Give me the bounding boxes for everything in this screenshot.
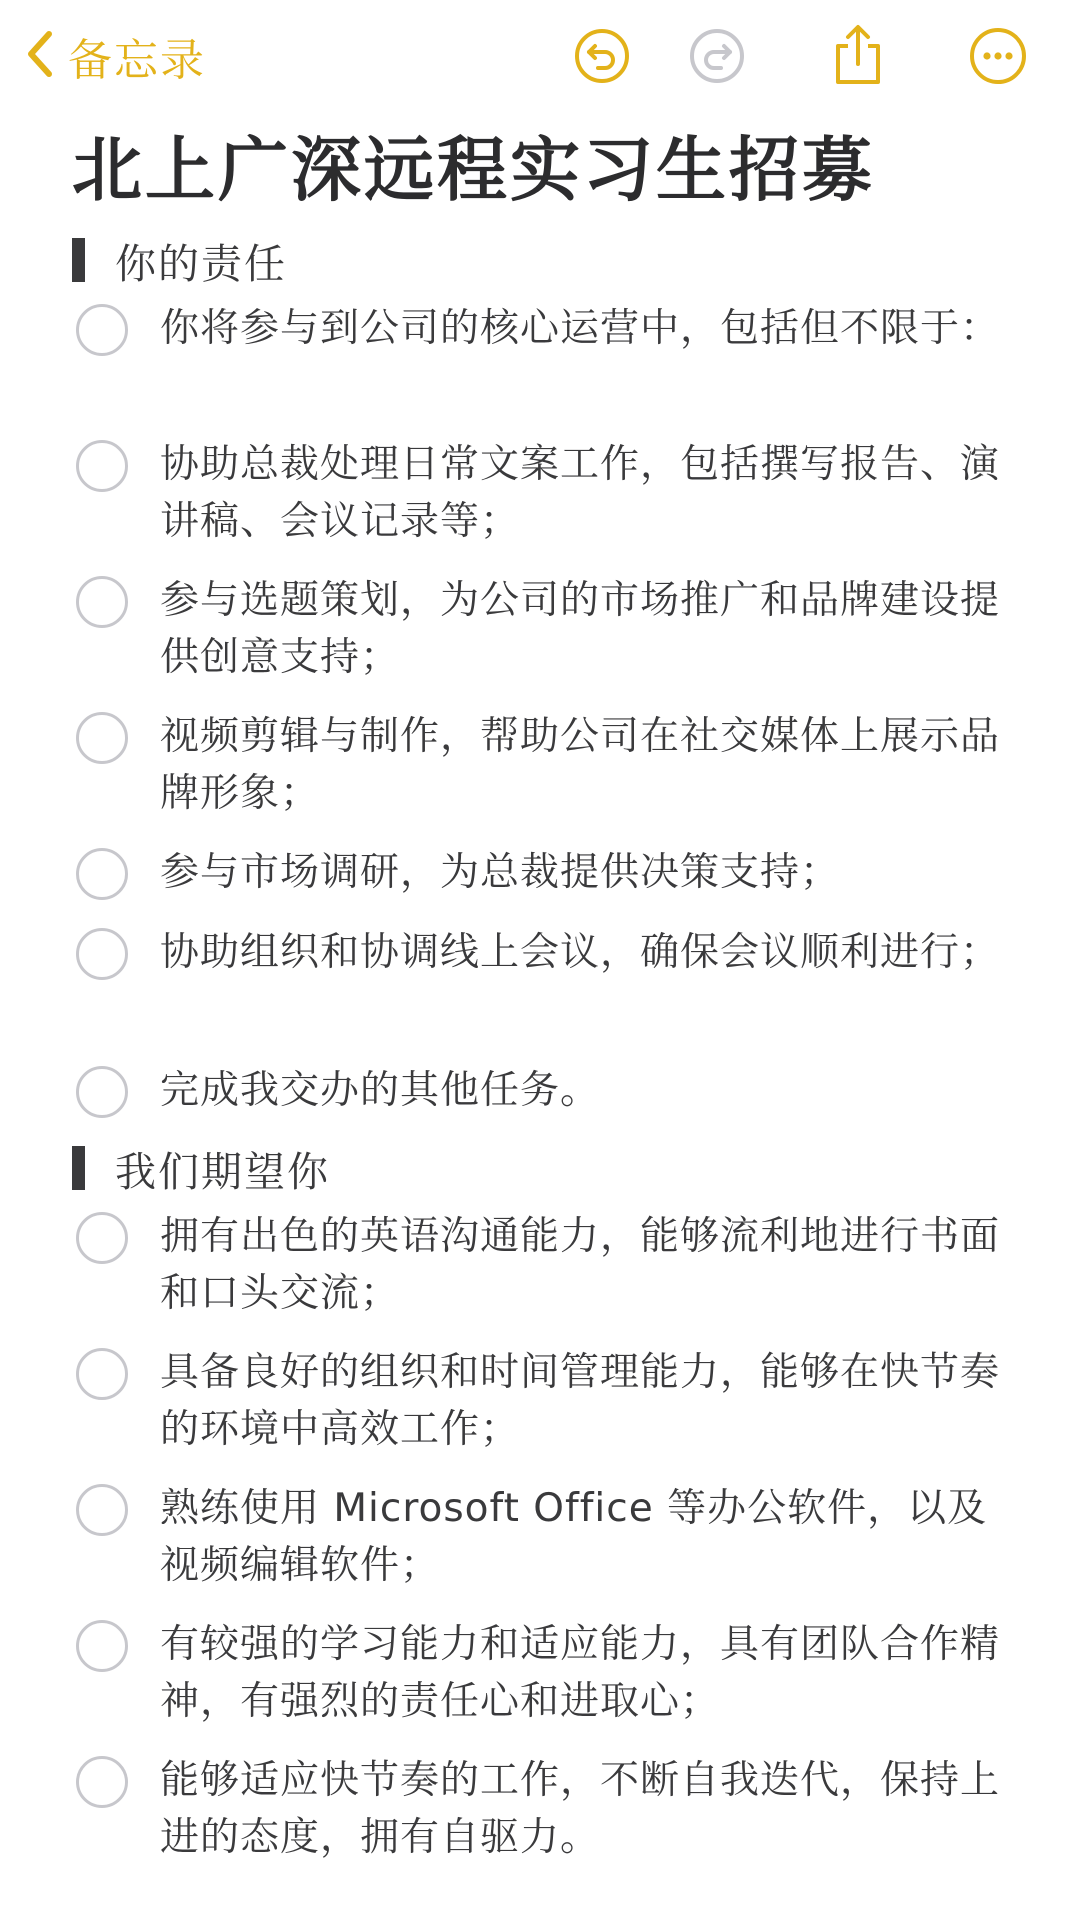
checkbox-circle[interactable]: [76, 1212, 128, 1264]
section-heading[interactable]: [72, 230, 287, 290]
quote-bar: [72, 1146, 85, 1190]
checkbox-circle[interactable]: [76, 1348, 128, 1400]
checkbox-circle[interactable]: [76, 1620, 128, 1672]
back-label: 备忘录: [68, 35, 206, 86]
checkbox-circle[interactable]: [76, 576, 128, 628]
redo-button[interactable]: [685, 24, 749, 88]
checklist-item-text[interactable]: 协助组织和协调线上会议，确保会议顺利进行；: [160, 930, 1001, 975]
checkbox-circle[interactable]: [76, 304, 128, 356]
section-heading[interactable]: [72, 1138, 330, 1198]
share-icon: [830, 24, 886, 88]
chevron-left-icon: [26, 30, 54, 82]
checkbox-circle[interactable]: [76, 1756, 128, 1808]
redo-icon: [688, 27, 746, 85]
checklist-item-text[interactable]: 你将参与到公司的核心运营中，包括但不限于：: [160, 306, 1001, 351]
share-button[interactable]: [826, 24, 890, 88]
checklist-item-text[interactable]: 参与市场调研，为总裁提供决策支持；: [160, 850, 841, 895]
back-button[interactable]: [26, 24, 206, 88]
checklist-item-text[interactable]: 完成我交办的其他任务。: [160, 1068, 601, 1113]
undo-icon: [573, 27, 631, 85]
checkbox-circle[interactable]: [76, 1484, 128, 1536]
checkbox-circle[interactable]: [76, 848, 128, 900]
undo-button[interactable]: [570, 24, 634, 88]
checklist-item-text[interactable]: 有较强的学习能力和适应能力，具有团队合作精神，有强烈的责任心和进取心；: [160, 1622, 1001, 1724]
checkbox-circle[interactable]: [76, 928, 128, 980]
more-icon: [968, 26, 1028, 86]
checkbox-circle[interactable]: [76, 440, 128, 492]
checklist-item-text[interactable]: 视频剪辑与制作，帮助公司在社交媒体上展示品牌形象；: [160, 714, 1001, 816]
checkbox-circle[interactable]: [76, 1066, 128, 1118]
checklist-item-text[interactable]: 能够适应快节奏的工作，不断自我迭代，保持上进的态度，拥有自驱力。: [160, 1758, 1001, 1860]
checklist-item-text[interactable]: 协助总裁处理日常文案工作，包括撰写报告、演讲稿、会议记录等；: [160, 442, 1001, 544]
checklist-item-text[interactable]: 具备良好的组织和时间管理能力，能够在快节奏的环境中高效工作；: [160, 1350, 1001, 1452]
checklist-item-text[interactable]: 熟练使用 Microsoft Office 等办公软件，以及视频编辑软件；: [160, 1486, 988, 1588]
note-title[interactable]: 北上广深远程实习生招募: [72, 129, 875, 211]
section-heading-label: 你的责任: [115, 239, 287, 288]
section-heading-label: 我们期望你: [115, 1147, 330, 1196]
checklist-item-text[interactable]: 拥有出色的英语沟通能力，能够流利地进行书面和口头交流；: [160, 1214, 1001, 1316]
quote-bar: [72, 238, 85, 282]
more-button[interactable]: [966, 24, 1030, 88]
checklist-item-text[interactable]: 参与选题策划，为公司的市场推广和品牌建设提供创意支持；: [160, 578, 1001, 680]
navigation-bar: [0, 0, 1076, 112]
checkbox-circle[interactable]: [76, 712, 128, 764]
